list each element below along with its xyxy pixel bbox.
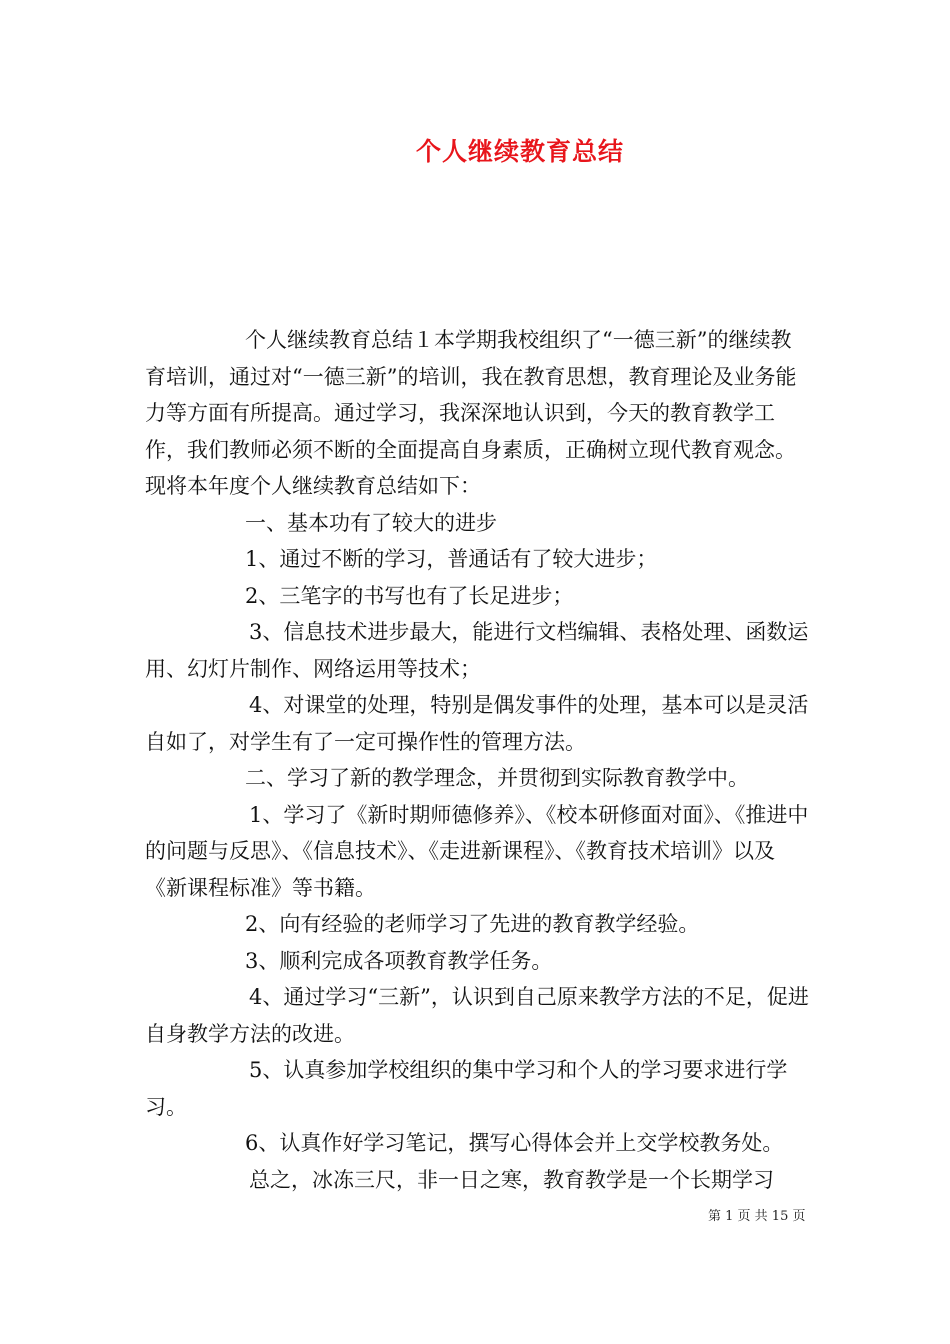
list-item: 2、向有经验的老师学习了先进的教育教学经验。 xyxy=(245,912,700,936)
document-title: 个人继续教育总结 xyxy=(415,137,624,166)
section-heading-2: 二、学习了新的教学理念，并贯彻到实际教育教学中。 xyxy=(245,766,749,790)
list-item: 5、认真参加学校组织的集中学习和个人的学习要求进行学习。 xyxy=(145,1058,788,1119)
list-item: 1、学习了《新时期师德修养》、《校本研修面对面》、《推进中的问题与反思》、《信息技术》、《走进新课程》、《教育技术培训》以及《新课程标准》等书籍。 xyxy=(145,802,809,900)
list-item: 3、信息技术进步最大，能进行文档编辑、表格处理、函数运用、幻灯片制作、网络运用等技术； xyxy=(145,620,809,681)
list-item: 4、通过学习“三新”，认识到自己原来教学方法的不足，促进自身教学方法的改进。 xyxy=(145,985,809,1046)
section-heading-1: 一、基本功有了较大的进步 xyxy=(245,510,497,535)
list-item: 4、对课堂的处理，特别是偶发事件的处理，基本可以是灵活自如了，对学生有了一定可操作性的管理方法。 xyxy=(145,693,809,754)
list-item: 1、通过不断的学习，普通话有了较大进步； xyxy=(245,547,658,571)
page-footer: 第 1 页 共 15 页 xyxy=(708,1209,806,1224)
list-item: 6、认真作好学习笔记，撰写心得体会并上交学校教务处。 xyxy=(245,1131,784,1155)
closing-paragraph: 总之，冰冻三尺，非一日之寒，教育教学是一个长期学习 xyxy=(249,1167,774,1192)
document-body xyxy=(145,322,810,1198)
list-item: 2、三笔字的书写也有了长足进步； xyxy=(245,583,574,608)
intro-paragraph: 个人继续教育总结１本学期我校组织了“一德三新”的继续教育培训，通过对“一德三新”的培训，我在教育思想，教育理论及业务能力等方面有所提高。通过学习，我深深地认识到，今天的教育教学工作，我们教师必须不断的全面提高自身素质，正确树立现代教育观念。现将本年度个人继续教育总结如下： xyxy=(145,328,797,498)
list-item: 3、顺利完成各项教育教学任务。 xyxy=(245,948,553,973)
